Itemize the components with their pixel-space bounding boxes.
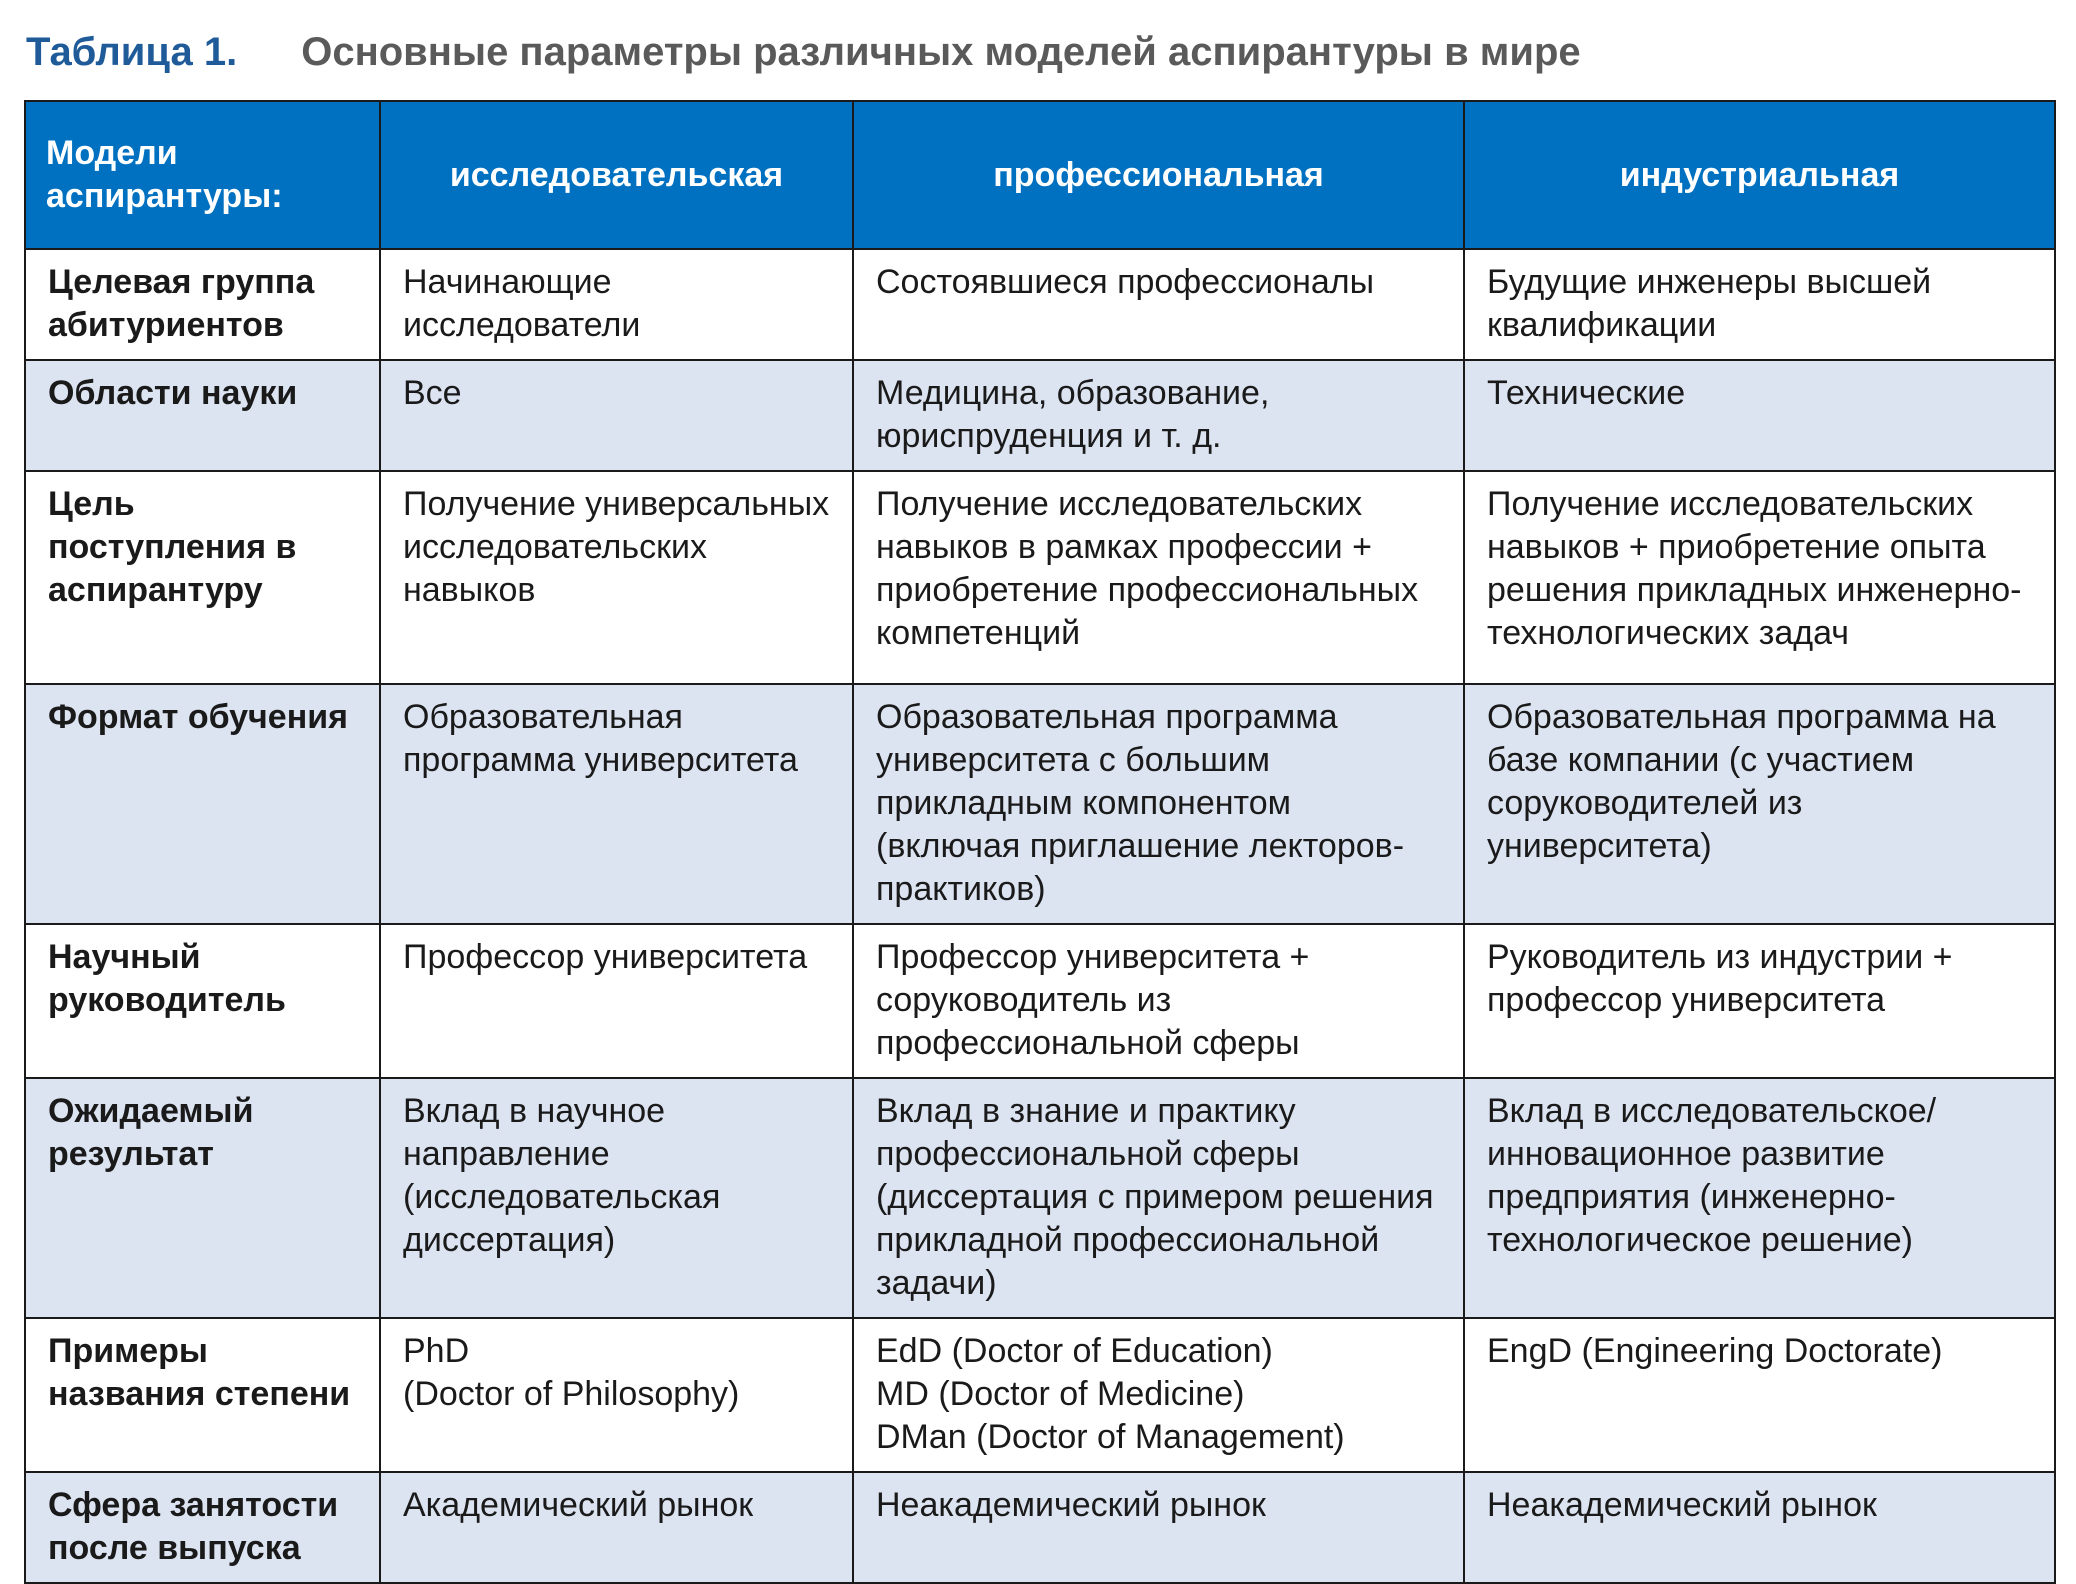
table-cell: Профессор университета — [380, 924, 853, 1078]
table-row — [25, 924, 2055, 1078]
header-cell-professional: профессиональная — [853, 101, 1464, 249]
table-cell: Образовательная программа на базе компании (с участием соруководителей из университета) — [1464, 684, 2055, 924]
row-label: Научный руководитель — [25, 924, 380, 1078]
table-cell: Получение исследовательских навыков в рамках профессии + приобретение профессиональных компетенций — [853, 471, 1464, 684]
table-cell — [1464, 1318, 2055, 1472]
table-cell: Академический рынок — [380, 1472, 853, 1583]
table-cell: Получение универсальных исследовательских навыков — [380, 471, 853, 684]
table-cell: Медицина, образование, юриспруденция и т. д. — [853, 360, 1464, 471]
degree-line: DMan (Doctor of Management) — [876, 1418, 1345, 1456]
table-cell: Руководитель из индустрии + профессор университета — [1464, 924, 2055, 1078]
table-cell: Образовательная программа университета — [380, 684, 853, 924]
row-label: Примеры названия степени — [25, 1318, 380, 1472]
table-cell: Технические — [1464, 360, 2055, 471]
table-cell: Неакадемический рынок — [853, 1472, 1464, 1583]
degree-line: (Doctor of Philosophy) — [403, 1375, 740, 1413]
table-row — [25, 249, 2055, 360]
header-row — [25, 101, 2055, 249]
row-label: Цель поступления в аспирантуру — [25, 471, 380, 684]
table-cell: Состоявшиеся профессионалы — [853, 249, 1464, 360]
header-cell-models: Модели аспирантуры: — [25, 101, 380, 249]
row-label: Формат обучения — [25, 684, 380, 924]
table-cell: Профессор университета + соруководитель из профессиональной сферы — [853, 924, 1464, 1078]
table-title: Основные параметры различных моделей аспирантуры в мире — [301, 29, 1581, 74]
header-cell-industrial: индустриальная — [1464, 101, 2055, 249]
header-cell-research: исследовательская — [380, 101, 853, 249]
table-cell: Все — [380, 360, 853, 471]
table-cell — [380, 1318, 853, 1472]
degree-line: EngD (Engineering Doctorate) — [1487, 1332, 1943, 1370]
row-label: Ожидаемый результат — [25, 1078, 380, 1318]
table-row — [25, 684, 2055, 924]
row-label: Сфера занятости после выпуска — [25, 1472, 380, 1583]
degree-line: MD (Doctor of Medicine) — [876, 1375, 1245, 1413]
table-cell: Вклад в исследовательское/ инновационное развитие предприятия (инженерно-технологическое решение) — [1464, 1078, 2055, 1318]
table-cell — [853, 1318, 1464, 1472]
table-number: Таблица 1. — [26, 29, 238, 74]
table-row — [25, 1318, 2055, 1472]
table-cell: Получение исследовательских навыков + приобретение опыта решения прикладных инженерно-технологических задач — [1464, 471, 2055, 684]
degree-line: PhD — [403, 1332, 470, 1370]
table-cell: Вклад в знание и практику профессиональной сферы (диссертация с примером решения прикладной профессиональной задачи) — [853, 1078, 1464, 1318]
table-cell: Будущие инженеры высшей квалификации — [1464, 249, 2055, 360]
table-cell: Неакадемический рынок — [1464, 1472, 2055, 1583]
table-row — [25, 1078, 2055, 1318]
row-label: Области науки — [25, 360, 380, 471]
comparison-table — [24, 100, 2056, 1584]
table-row — [25, 1472, 2055, 1583]
table-cell: Образовательная программа университета с большим прикладным компонентом (включая приглашение лекторов-практиков) — [853, 684, 1464, 924]
table-caption — [26, 22, 1581, 82]
degree-line: EdD (Doctor of Education) — [876, 1332, 1273, 1370]
table-row — [25, 471, 2055, 684]
row-label: Целевая группа абитуриентов — [25, 249, 380, 360]
table-row — [25, 360, 2055, 471]
table-cell: Начинающие исследователи — [380, 249, 853, 360]
table-cell: Вклад в научное направление (исследовательская диссертация) — [380, 1078, 853, 1318]
